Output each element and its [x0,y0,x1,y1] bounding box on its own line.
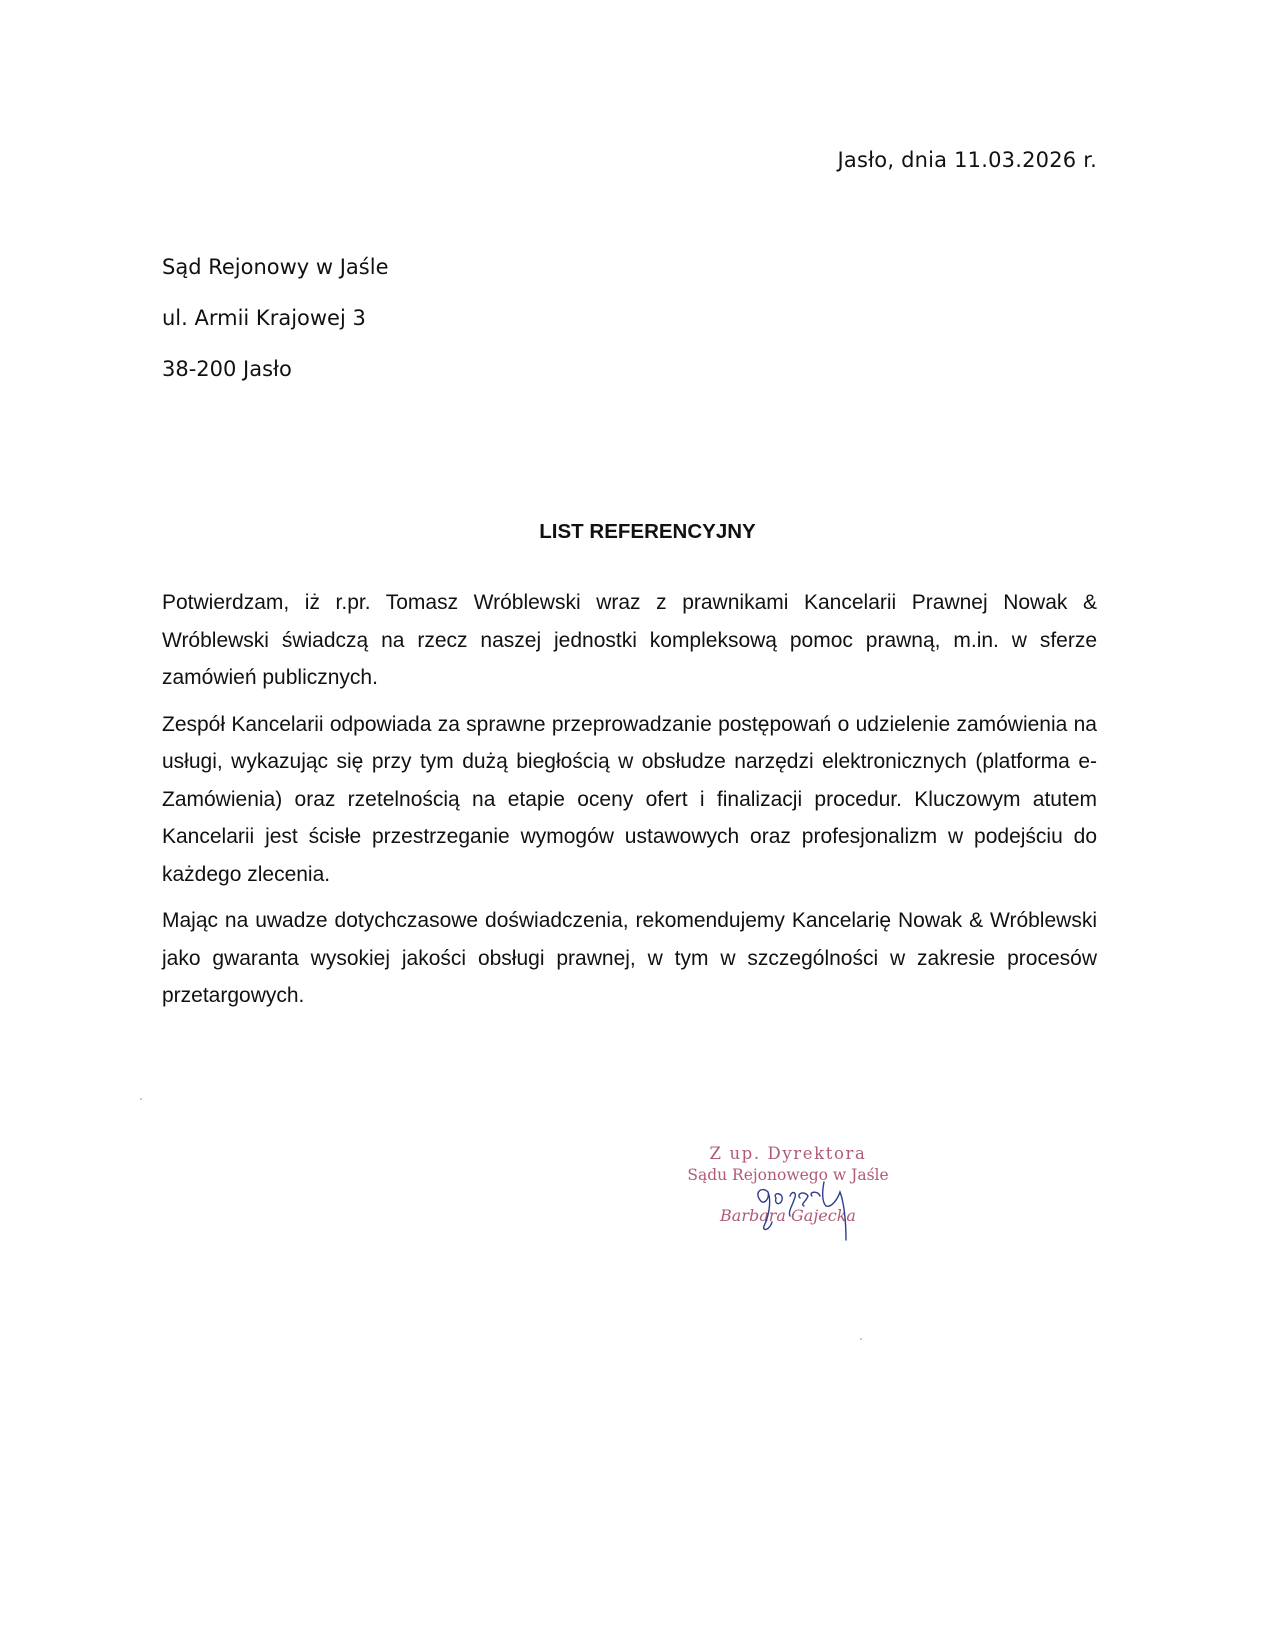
document-title-row [0,520,1275,544]
letter-body [162,584,1097,1024]
document-title: LIST REFERENCYJNY [539,520,756,543]
stamp-line-name: Barbara Gajecka [720,1206,856,1225]
recipient-city: 38-200 Jasło [162,357,292,381]
body-paragraph: Potwierdzam, iż r.pr. Tomasz Wróblewski wraz z prawnikami Kancelarii Prawnej Nowak & Wróblewski świadczą na rzecz naszej jednostki kompleksową pomoc prawną, m.in. w sferze zamówień publicznych. [162,591,1097,689]
recipient-address [162,252,389,405]
stamp-line-institution: Sądu Rejonowego w Jaśle [687,1166,889,1184]
scan-speck [140,1098,142,1100]
stamp-line-title: Z up. Dyrektora [709,1144,867,1163]
recipient-street: ul. Armii Krajowej 3 [162,306,366,330]
official-stamp [668,1144,908,1254]
signature-stroke [758,1182,846,1240]
recipient-name: Sąd Rejonowy w Jaśle [162,255,389,279]
handwritten-signature [728,1162,878,1252]
scan-speck [860,1338,862,1340]
body-paragraph: Mając na uwadze dotychczasowe doświadczenia, rekomendujemy Kancelarię Nowak & Wróblewski jako gwaranta wysokiej jakości obsługi prawnej, w tym w szczególności w zakresie procesów przetargowych. [162,909,1097,1007]
place-and-date: Jasło, dnia 11.03.2026 r. [837,148,1097,172]
body-paragraph: Zespół Kancelarii odpowiada za sprawne przeprowadzanie postępowań o udzielenie zamówienia na usługi, wykazując się przy tym dużą biegłością w obsłudze narzędzi elektronicznych (platforma e-Zamówienia) oraz rzetelnością na etapie oceny ofert i finalizacji procedur. Kluczowym atutem Kancelarii jest ścisłe przestrzeganie wymogów ustawowych oraz profesjonalizm w podejściu do każdego zlecenia. [162,712,1097,886]
